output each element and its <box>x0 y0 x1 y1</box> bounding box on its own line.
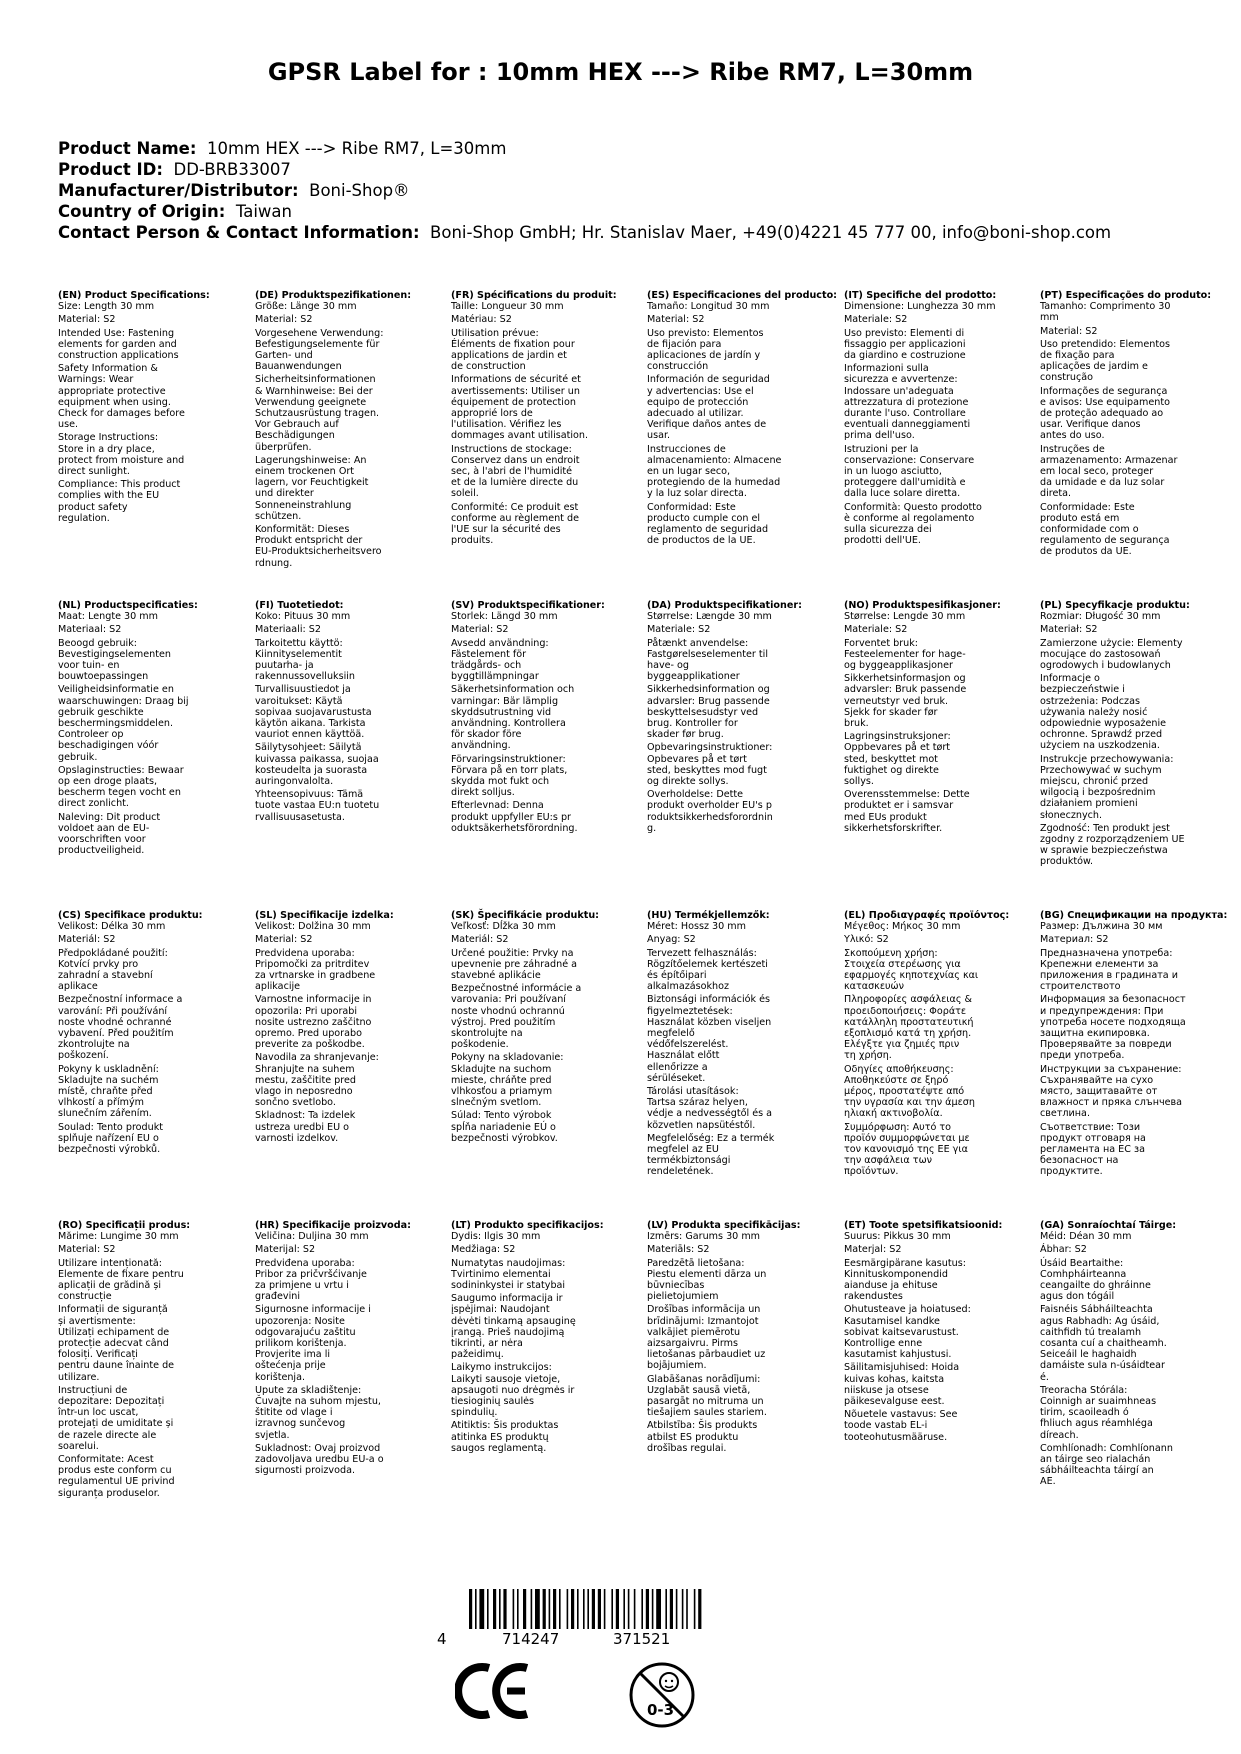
spec-line: Konformität: Dieses Produkt entspricht der EU-Produktsicherheitsvero rdnung. <box>255 524 382 569</box>
barcode-bar <box>553 1589 556 1629</box>
spec-block <box>255 910 455 1146</box>
spec-heading: (NL) Productspecificaties: <box>58 600 198 611</box>
spec-heading: (NO) Produktspesifikasjoner: <box>844 600 1001 611</box>
spec-line: Opslaginstructies: Bewaar op een droge plaats, bescherm tegen vocht en direct zonlicht. <box>58 764 184 810</box>
spec-line: Πληροφορίες ασφάλειας & προειδοποιήσεις: Φοράτε κατάλληλη προστατευτική εξοπλισμό κατά τη χρήση. Ελέγξτε για ζημιές πριν τη χρήση. <box>844 994 974 1062</box>
spec-block <box>1040 910 1240 1180</box>
info-value: DD-BRB33007 <box>173 160 291 179</box>
spec-line: Material: S2 <box>451 624 509 636</box>
spec-line: Informazioni sulla sicurezza e avvertenze: Indossare un'adeguata attrezzatura di protezione durante l'uso. Controllare eventuali danneggiamenti prima dell'uso. <box>844 363 971 442</box>
barcode-bar <box>616 1589 619 1629</box>
spec-block <box>255 600 455 825</box>
barcode-bar <box>531 1589 533 1629</box>
barcode-bar <box>686 1589 688 1629</box>
spec-line: Materiaali: S2 <box>255 624 321 636</box>
spec-line: Materiale: S2 <box>647 624 711 636</box>
spec-line: Materiał: S2 <box>1040 624 1098 636</box>
spec-line: Anyag: S2 <box>647 934 696 946</box>
spec-line: Οδηγίες αποθήκευσης: Αποθηκεύστε σε ξηρό μέρος, προστατέψτε από την υγρασία και την άμεση ηλιακή ακτινοβολία. <box>844 1063 975 1120</box>
spec-line: Medžiaga: S2 <box>451 1244 516 1256</box>
spec-line: Rozmiar: Długość 30 mm <box>1040 611 1161 623</box>
spec-block <box>647 290 847 548</box>
barcode-bar <box>676 1589 678 1629</box>
product-name-row <box>58 138 1111 159</box>
spec-heading: (ES) Especificaciones del producto: <box>647 290 838 301</box>
spec-line: Nõuetele vastavus: See toode vastab EL-i tooteohutusmääruse. <box>844 1409 958 1443</box>
spec-line: Conformidad: Este producto cumple con el reglamento de seguridad de productos de la UE. <box>647 501 769 547</box>
spec-line: Materiál: S2 <box>451 934 509 946</box>
barcode-bar <box>479 1589 484 1629</box>
spec-line: Säkerhetsinformation och varningar: Bär lämplig skyddsutrustning vid användning. Kontrollera för skador före användning. <box>451 684 575 752</box>
spec-block <box>844 1220 1044 1445</box>
page-title: GPSR Label for : 10mm HEX ---> Ribe RM7, L=30mm <box>267 58 974 86</box>
spec-line: Storlek: Längd 30 mm <box>451 611 558 623</box>
spec-line: Tervezett felhasználás: Rögzítőelemek kertészeti és építőipari alkalmazásokhoz <box>647 947 768 993</box>
barcode-bar <box>517 1589 519 1629</box>
info-label: Product Name: <box>58 139 197 158</box>
info-value: Boni-Shop GmbH; Hr. Stanislav Maer, +49(0)4221 45 777 00, info@boni-shop.com <box>430 223 1112 242</box>
spec-line: Safety Information & Warnings: Wear appropriate protective equipment when using. Check for damages before use. <box>58 363 185 431</box>
barcode-bar <box>543 1589 546 1629</box>
spec-line: Conformidade: Este produto está em conformidade com o regulamento de segurança de produtos da UE. <box>1040 501 1170 558</box>
spec-line: Izmērs: Garums 30 mm <box>647 1231 761 1243</box>
spec-block <box>844 910 1044 1180</box>
spec-line: Dimensione: Lunghezza 30 mm <box>844 301 996 313</box>
info-label: Manufacturer/Distributor: <box>58 181 299 200</box>
spec-line: Инструкции за съхранение: Съхранявайте на сухо място, защитавайте от влажност и пряка слънчева светлина. <box>1040 1063 1183 1120</box>
spec-line: Material: S2 <box>1040 325 1098 337</box>
spec-line: Utilisation prévue: Éléments de fixation pour applications de jardin et de construction <box>451 327 575 373</box>
barcode-bar <box>592 1589 595 1629</box>
spec-line: Vorgesehene Verwendung: Befestigungselemente für Garten- und Bauanwendungen <box>255 327 384 373</box>
barcode-bar <box>499 1589 501 1629</box>
spec-heading: (HU) Termékjellemzők: <box>647 910 770 921</box>
spec-line: Säilytysohjeet: Säilytä kuivassa paikassa, suojaa kosteudelta ja suorasta auringonvalolta. <box>255 742 379 788</box>
spec-line: Overholdelse: Dette produkt overholder EU's p roduktsikkerhedsforordnin g. <box>647 789 773 834</box>
spec-line: Informações de segurança e avisos: Use equipamento de proteção adequado ao usar. Verifique danos antes do uso. <box>1040 385 1170 442</box>
spec-block <box>1040 1220 1240 1490</box>
barcode-bar <box>598 1589 601 1629</box>
spec-line: Taille: Longueur 30 mm <box>451 301 564 313</box>
spec-block <box>58 290 258 526</box>
barcode-bar <box>634 1589 636 1629</box>
spec-line: Material: S2 <box>255 934 313 946</box>
barcode-bar <box>694 1589 696 1629</box>
spec-line: Saugumo informacija ir įspėjimai: Naudojant dėvėti tinkamą apsauginę įrangą. Prieš naudojimą tikrinti, ar nėra pažeidimų. <box>451 1293 576 1361</box>
spec-line: Koko: Pituus 30 mm <box>255 611 351 623</box>
spec-line: Glabāšanas norādījumi: Uzglabāt sausā vietā, pasargāt no mitruma un tiešajiem saules stariem. <box>647 1373 767 1419</box>
spec-line: Instruções de armazenamento: Armazenar em local seco, proteger da umidade e da luz solar direta. <box>1040 443 1178 500</box>
info-value: Boni-Shop® <box>309 181 410 200</box>
spec-line: Sikkerhetsinformasjon og advarsler: Bruk passende verneutstyr ved bruk. Sjekk for skader før bruk. <box>844 673 967 730</box>
spec-line: Informacje o bezpieczeństwie i ostrzeżenia: Podczas używania należy nosić odpowiednie wyposażenie ochronne. Sprawdź przed użyciem na uszkodzenia. <box>1040 673 1167 752</box>
country-row <box>58 201 1111 222</box>
ean-barcode <box>437 1587 737 1657</box>
spec-line: Velikost: Délka 30 mm <box>58 921 166 933</box>
spec-line: Comhlíonadh: Comhlíonann an táirge seo rialachán sábháilteachta táirgí an AE. <box>1040 1442 1173 1488</box>
spec-heading: (BG) Спецификации на продукта: <box>1040 910 1228 921</box>
spec-block <box>255 290 455 571</box>
barcode-bar <box>493 1589 496 1629</box>
spec-line: Atbilstība: Šis produkts atbilst ES produktu drošības regulai. <box>647 1420 758 1454</box>
barcode-bar <box>604 1589 606 1629</box>
spec-block <box>58 910 258 1157</box>
spec-block <box>58 600 258 858</box>
spec-line: Materiale: S2 <box>844 624 908 636</box>
spec-line: Sikkerhedsinformation og advarsler: Brug passende beskyttelsesudstyr ved brug. Kontroller for skader før brug. <box>647 684 770 741</box>
spec-line: Faisnéis Sábháilteachta agus Rabhadh: Ag úsáid, caithfidh tú trealamh cosanta cuí a chaitheamh. Seiceáil le haghaidh damáiste sula n-úsáidtear é. <box>1040 1304 1167 1383</box>
barcode-bar <box>698 1589 701 1629</box>
spec-line: Säilitamisjuhised: Hoida kuivas kohas, kaitsta niiskuse ja otsese päikesevalguse eest. <box>844 1362 960 1408</box>
spec-line: Предназначена употреба: Крепежни елементи за приложения в градината и строителството <box>1040 947 1178 993</box>
spec-block <box>1040 290 1240 560</box>
barcode-bar <box>469 1589 472 1629</box>
spec-line: Материал: S2 <box>1040 934 1109 946</box>
spec-line: Efterlevnad: Denna produkt uppfyller EU:s pr oduktsäkerhetsförordning. <box>451 800 578 834</box>
barcode-bar <box>549 1589 551 1629</box>
spec-line: Størrelse: Lengde 30 mm <box>844 611 966 623</box>
spec-heading: (LV) Produkta specifikācijas: <box>647 1220 801 1231</box>
spec-line: Paredzētā lietošana: Piestu elementi dārza un būvniecības pielietojumiem <box>647 1257 767 1303</box>
age-warning-text: 0-3 <box>647 1701 675 1719</box>
spec-line: Upute za skladištenje: Čuvajte na suhom mjestu, štitite od vlage i izravnog sunčevog svjetla. <box>255 1384 381 1441</box>
spec-line: Overensstemmelse: Dette produktet er i samsvar med EUs produkt sikkerhetsforskrifter. <box>844 789 970 834</box>
spec-line: Größe: Länge 30 mm <box>255 301 357 313</box>
spec-line: Úsáid Beartaithe: Comhpháirteanna ceangailte do ghráinne agus don tógáil <box>1040 1257 1151 1303</box>
barcode-bar <box>535 1589 540 1629</box>
barcode-bar <box>503 1589 506 1629</box>
spec-line: Bezpečnostné informácie a varovania: Pri používaní noste vhodnú ochrannú výstroj. Pred použitím skontrolujte na poškodenie. <box>451 983 582 1051</box>
spec-line: Material: S2 <box>58 314 116 326</box>
spec-line: Uso previsto: Elementi di fissaggio per applicazioni da giardino e costruzione <box>844 327 966 362</box>
spec-heading: (EL) Προδιαγραφές προϊόντος: <box>844 910 1010 921</box>
spec-line: Dydis: Ilgis 30 mm <box>451 1231 541 1243</box>
info-label: Country of Origin: <box>58 202 226 221</box>
spec-block <box>255 1220 455 1478</box>
spec-heading: (DA) Produktspecifikationer: <box>647 600 802 611</box>
barcode-bar <box>652 1589 654 1629</box>
spec-line: Size: Length 30 mm <box>58 301 155 313</box>
spec-line: Påtænkt anvendelse: Fastgørelseselementer til have- og byggeapplikationer <box>647 637 768 683</box>
spec-line: Atitiktis: Šis produktas atitinka ES produktų saugos reglamentą. <box>451 1420 559 1454</box>
spec-line: Ábhar: S2 <box>1040 1244 1087 1256</box>
spec-line: Materiāls: S2 <box>647 1244 710 1256</box>
spec-line: Beoogd gebruik: Bevestigingselementen voor tuin- en bouwtoepassingen <box>58 637 171 683</box>
barcode-bar <box>571 1589 574 1629</box>
spec-line: Uso pretendido: Elementos de fixação para aplicações de jardim e construção <box>1040 338 1170 384</box>
spec-line: Υλικό: S2 <box>844 934 889 946</box>
spec-line: Storage Instructions: Store in a dry place, protect from moisture and direct sunlight. <box>58 432 185 478</box>
spec-line: Lagringsinstruksjoner: Oppbevares på et tørt sted, beskyttet mot fuktighet og direkte sollys. <box>844 731 951 788</box>
barcode-left-digits: 714247 <box>502 1630 560 1648</box>
spec-block <box>451 600 651 836</box>
spec-line: Maat: Lengte 30 mm <box>58 611 158 623</box>
spec-line: Biztonsági információk és figyelmeztetések: Használat közben viseljen megfelelő védőfelszerelést. Használat előtt ellenőrizze a sérüléseket. <box>647 994 772 1084</box>
barcode-bar <box>487 1589 489 1629</box>
spec-heading: (GA) Sonraíochtaí Táirge: <box>1040 1220 1177 1231</box>
spec-line: Размер: Дължина 30 мм <box>1040 921 1163 933</box>
info-value: Taiwan <box>235 202 292 221</box>
spec-line: Sicherheitsinformationen & Warnhinweise: Bei der Verwendung geeignete Schutzausrüstung tragen. Vor Gebrauch auf Beschädigungen überprüfen. <box>255 374 380 453</box>
spec-line: Información de seguridad y advertencias: Use el equipo de protección adecuado al utilizar. Verifique daños antes de usar. <box>647 374 770 442</box>
spec-line: Yhteensopivuus: Tämä tuote vastaa EU:n tuotetu rvallisuusasetusta. <box>255 789 380 823</box>
spec-line: Materjal: S2 <box>844 1244 902 1256</box>
spec-line: Laikymo instrukcijos: Laikyti sausoje vietoje, apsaugoti nuo drėgmės ir tiesioginių saulės spindulių. <box>451 1362 575 1419</box>
barcode-bar <box>583 1589 585 1629</box>
info-label: Product ID: <box>58 160 163 179</box>
spec-line: Bezpečnostní informace a varování: Při používání noste vhodné ochranné vybavení. Před použitím zkontrolujte na poškození. <box>58 994 183 1062</box>
spec-block <box>58 1220 258 1501</box>
spec-line: Informations de sécurité et avertissements: Utiliser un équipement de protection approprié lors de l'utilisation. Vérifiez les dommages avant utilisation. <box>451 374 589 442</box>
spec-line: Μέγεθος: Μήκος 30 mm <box>844 921 961 933</box>
spec-block <box>647 1220 847 1456</box>
spec-line: Méret: Hossz 30 mm <box>647 921 746 933</box>
spec-line: Material: S2 <box>58 1244 116 1256</box>
barcode-bar <box>513 1589 515 1629</box>
spec-line: Conformità: Questo prodotto è conforme al regolamento sulla sicurezza dei prodotti dell'UE. <box>844 501 982 547</box>
spec-line: Compliance: This product complies with the EU product safety regulation. <box>58 479 181 524</box>
spec-line: Istruzioni per la conservazione: Conservare in un luogo asciutto, proteggere dall'umidità e dalla luce solare diretta. <box>844 443 975 500</box>
spec-line: Určené použitie: Prvky na upevnenie pre záhradné a stavebné aplikácie <box>451 947 578 982</box>
spec-line: Συμμόρφωση: Αυτό το προϊόν συμμορφώνεται με τον κανονισμό της ΕΕ για την ασφάλεια των προϊόντων. <box>844 1121 970 1178</box>
spec-heading: (EN) Product Specifications: <box>58 290 210 301</box>
spec-line: Pokyny k uskladnění: Skladujte na suchém místě, chraňte před vlhkostí a přímým slunečním zářením. <box>58 1063 159 1120</box>
spec-heading: (IT) Specifiche del prodotto: <box>844 290 997 301</box>
spec-line: Tamanho: Comprimento 30 mm <box>1040 301 1171 324</box>
spec-line: Ohutusteave ja hoiatused: Kasutamisel kandke sobivat kaitsevarustust. Kontrollige enne kasutamist kahjustusi. <box>844 1304 971 1361</box>
spec-line: Méid: Déan 30 mm <box>1040 1231 1132 1243</box>
spec-block <box>451 290 651 548</box>
spec-heading: (DE) Produktspezifikationen: <box>255 290 412 301</box>
spec-line: Suurus: Pikkus 30 mm <box>844 1231 951 1243</box>
info-label: Contact Person & Contact Information: <box>58 223 420 242</box>
spec-line: Veličina: Duljina 30 mm <box>255 1231 369 1243</box>
info-value: 10mm HEX ---> Ribe RM7, L=30mm <box>206 139 507 158</box>
spec-line: Uso previsto: Elementos de fijación para aplicaciones de jardín y construcción <box>647 327 764 373</box>
spec-line: Materiál: S2 <box>58 934 116 946</box>
spec-heading: (LT) Produkto specifikacijos: <box>451 1220 604 1231</box>
spec-line: Velikost: Dolžina 30 mm <box>255 921 371 933</box>
spec-line: Skladnost: Ta izdelek ustreza uredbi EU o varnosti izdelkov. <box>255 1110 356 1144</box>
spec-line: Veiligheidsinformatie en waarschuwingen: Draag bij gebruik geschikte beschermingsmiddelen. Controleer op beschadigingen vóór gebruik. <box>58 684 189 763</box>
spec-heading: (SK) Špecifikácie produktu: <box>451 910 600 921</box>
spec-block <box>844 600 1044 836</box>
barcode-bar <box>475 1589 477 1629</box>
barcode-bar <box>611 1589 613 1629</box>
spec-heading: (SL) Specifikacije izdelka: <box>255 910 394 921</box>
spec-line: Informații de siguranță și avertismente: Utilizați echipament de protecție adecvat când folosiți. Verificați pentru daune înainte de utilizare. <box>58 1304 175 1383</box>
spec-block <box>1040 600 1240 870</box>
spec-line: Turvallisuustiedot ja varoitukset: Käytä sopivaa suojavarustusta käytön aikana. Tarkista vauriot ennen käyttöä. <box>255 684 372 741</box>
spec-line: Drošības informācija un brīdinājumi: Izmantojot valkājiet piemērotu aizsargaivru. Pirms lietošanas pārbaudiet uz bojājumiem. <box>647 1304 766 1372</box>
spec-line: Megfelelőség: Ez a termék megfelel az EU termékbiztonsági rendeletének. <box>647 1132 775 1178</box>
spec-line: Material: S2 <box>647 314 705 326</box>
spec-line: Navodila za shranjevanje: Shranjujte na suhem mestu, zaščitite pred vlago in neposredno sončno svetlobo. <box>255 1052 379 1109</box>
spec-line: Materiale: S2 <box>844 314 908 326</box>
spec-line: Intended Use: Fastening elements for garden and construction applications <box>58 327 179 362</box>
barcode-bar <box>656 1589 661 1629</box>
spec-line: Předpokládané použití: Kotvící prvky pro zahradní a stavební aplikace <box>58 947 168 993</box>
spec-heading: (HR) Specifikacije proizvoda: <box>255 1220 411 1231</box>
product-info <box>58 138 1111 243</box>
barcode-bar <box>577 1589 579 1629</box>
spec-line: Pokyny na skladovanie: Skladujte na suchom mieste, chráňte pred vlhkosťou a priamym slnečným svetlom. <box>451 1052 564 1109</box>
spec-line: Naleving: Dit product voldoet aan de EU- voorschriften voor productveiligheid. <box>58 811 161 857</box>
spec-heading: (PL) Specyfikacje produktu: <box>1040 600 1190 611</box>
spec-line: Förvaringsinstruktioner: Förvara på en torr plats, skydda mot fukt och direkt solljus. <box>451 753 568 799</box>
barcode-bar <box>523 1589 526 1629</box>
spec-line: Material: S2 <box>255 314 313 326</box>
spec-line: Størrelse: Længde 30 mm <box>647 611 772 623</box>
spec-line: Eesmärgipärane kasutus: Kinnituskomponendid aianduse ja ehituse rakendustes <box>844 1257 966 1303</box>
barcode-bar <box>559 1589 561 1629</box>
spec-line: Matériau: S2 <box>451 314 512 326</box>
spec-block <box>451 1220 651 1456</box>
spec-line: Predviđena uporaba: Pribor za pričvršćivanje za primjene u vrtu i građevini <box>255 1257 367 1303</box>
barcode-bar <box>670 1589 673 1629</box>
spec-heading: (PT) Especificações do produto: <box>1040 290 1212 301</box>
barcode-bar <box>646 1589 649 1629</box>
spec-line: Sukladnost: Ovaj proizvod zadovoljava uredbu EU-a o sigurnosti proizvoda. <box>255 1442 384 1477</box>
contact-row <box>58 222 1111 243</box>
spec-line: Conformité: Ce produit est conforme au règlement de l'UE sur la sécurité des produits. <box>451 501 579 547</box>
spec-line: Σκοπούμενη χρήση: Στοιχεία στερέωσης για εφαρμογές κηποτεχνίας και κατασκευών <box>844 947 979 993</box>
spec-line: Zgodność: Ten produkt jest zgodny z rozporządzeniem UE w sprawie bezpieczeństwa produktów. <box>1040 822 1185 868</box>
spec-line: Materiaal: S2 <box>58 624 122 636</box>
barcode-bar <box>641 1589 643 1629</box>
spec-block <box>647 910 847 1180</box>
spec-heading: (FI) Tuotetiedot: <box>255 600 344 611</box>
spec-line: Forventet bruk: Festeelementer for hage- og byggeapplikasjoner <box>844 637 966 672</box>
spec-block <box>844 290 1044 548</box>
barcode-bar <box>665 1589 667 1629</box>
spec-line: Instrucțiuni de depozitare: Depozitați într-un loc uscat, protejați de umiditate și de razele directe ale soarelui. <box>58 1384 174 1452</box>
spec-heading: (RO) Specificații produs: <box>58 1220 191 1231</box>
spec-line: Utilizare intenționată: Elemente de fixare pentru aplicații de grădină și construcție <box>58 1257 184 1303</box>
spec-line: Информация за безопасност и предупреждения: При употреба носете подходяща защитна екипировка. Проверявайте за повреди преди употреба. <box>1040 994 1186 1062</box>
barcode-bar <box>623 1589 625 1629</box>
spec-line: Súlad: Tento výrobok spĺňa nariadenie EÚ o bezpečnosti výrobkov. <box>451 1110 558 1144</box>
spec-heading: (CS) Specifikace produktu: <box>58 910 203 921</box>
age-warning-icon <box>627 1660 697 1734</box>
spec-block <box>647 600 847 836</box>
barcode-bar <box>567 1589 569 1629</box>
spec-line: Soulad: Tento produkt splňuje nařízení EU o bezpečnosti výrobků. <box>58 1121 164 1156</box>
spec-line: Tárolási utasítások: Tartsa száraz helyen, védje a nedvességtől és a közvetlen napsütéstől. <box>647 1086 773 1131</box>
product-id-row <box>58 159 1111 180</box>
spec-line: Numatytas naudojimas: Tvirtinimo elementai sodininkystei ir statybai <box>451 1257 566 1292</box>
spec-line: Instrukcje przechowywania: Przechowywać w suchym miejscu, chronić przed wilgocią i bezpośrednim działaniem promieni słonecznych. <box>1040 753 1174 821</box>
spec-line: Instructions de stockage: Conservez dans un endroit sec, à l'abri de l'humidité et de la lumière directe du soleil. <box>451 443 580 500</box>
spec-line: Veľkosť: Dĺžka 30 mm <box>451 921 556 933</box>
spec-line: Sigurnosne informacije i upozorenja: Nosite odgovarajuću zaštitu prilikom korištenja. Provjerite ima li oštećenja prije korištenja. <box>255 1304 371 1383</box>
manufacturer-row <box>58 180 1111 201</box>
spec-heading: (SV) Produktspecifikationer: <box>451 600 605 611</box>
spec-line: Varnostne informacije in opozorila: Pri uporabi nosite ustrezno zaščitno opremo. Pred uporabo preverite za poškodbe. <box>255 994 372 1051</box>
spec-line: Conformitate: Acest produs este conform cu regulamentul UE privind siguranța produselor. <box>58 1454 175 1499</box>
barcode-right-digits: 371521 <box>613 1630 671 1648</box>
spec-line: Instrucciones de almacenamiento: Almacene en un lugar seco, protegiendo de la humedad y la luz solar directa. <box>647 443 782 500</box>
barcode-bars <box>437 1587 737 1657</box>
spec-heading: (FR) Spécifications du produit: <box>451 290 617 301</box>
spec-line: Tarkoitettu käyttö: Kiinnityselementit puutarha- ja rakennussovelluksiin <box>255 637 356 683</box>
spec-line: Mărime: Lungime 30 mm <box>58 1231 179 1243</box>
spec-line: Zamierzone użycie: Elementy mocujące do zastosowań ogrodowych i budowlanych <box>1040 637 1183 672</box>
spec-line: Avsedd användning: Fästelement för trädgårds- och byggtillämpningar <box>451 637 549 683</box>
spec-line: Materijal: S2 <box>255 1244 316 1256</box>
barcode-bar <box>587 1589 589 1629</box>
spec-line: Treoracha Stórála: Coinnigh ar suaimhneas tirim, scaoileadh ó fhliuch agus réamhléga díreach. <box>1040 1384 1157 1441</box>
spec-line: Opbevaringsinstruktioner: Opbevares på et tørt sted, beskyttes mod fugt og direkte sollys. <box>647 742 773 788</box>
barcode-bar <box>628 1589 630 1629</box>
spec-line: Tamaño: Longitud 30 mm <box>647 301 770 313</box>
barcode-bar <box>682 1589 684 1629</box>
spec-line: Predvidena uporaba: Pripomočki za pritrditev za vrtnarske in gradbene aplikacije <box>255 947 376 993</box>
spec-line: Съответствие: Този продукт отговаря на регламента на ЕС за безопасност на продуктите. <box>1040 1121 1146 1178</box>
ce-mark-icon <box>455 1660 535 1726</box>
spec-heading: (ET) Toote spetsifikatsioonid: <box>844 1220 1003 1231</box>
spec-line: Lagerungshinweise: An einem trockenen Ort lagern, vor Feuchtigkeit und direkter Sonneneinstrahlung schützen. <box>255 454 369 522</box>
barcode-first-digit: 4 <box>437 1630 447 1648</box>
spec-block <box>451 910 651 1146</box>
